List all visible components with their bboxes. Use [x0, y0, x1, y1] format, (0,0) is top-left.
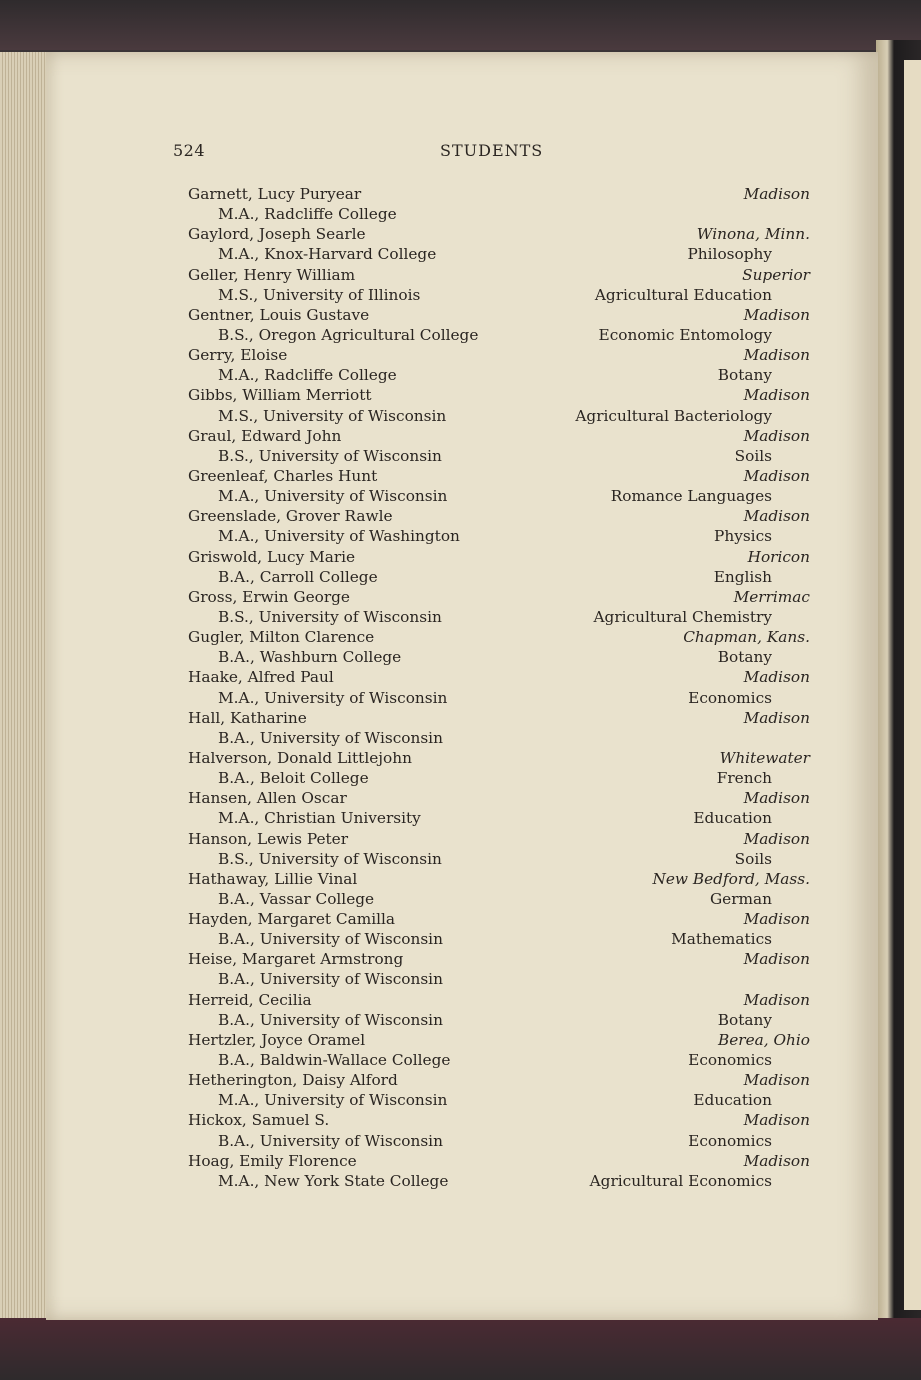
student-entry	[46, 870, 878, 910]
entry-name-line	[46, 870, 878, 890]
student-degree: B.A., Washburn College	[218, 648, 402, 667]
entry-name-line	[46, 1071, 878, 1091]
student-name: Hickox, Samuel S.	[188, 1111, 330, 1130]
student-list	[46, 185, 878, 1192]
student-entry	[46, 950, 878, 990]
student-name: Gentner, Louis Gustave	[188, 305, 370, 324]
student-name: Heise, Margaret Armstrong	[188, 950, 404, 969]
student-entry	[46, 709, 878, 749]
entry-degree-line	[46, 366, 878, 386]
student-residence: Winona, Minn.	[696, 225, 810, 244]
book-cover-bottom	[0, 1318, 921, 1380]
student-department: Education	[693, 1091, 772, 1110]
student-residence: Madison	[743, 708, 810, 727]
student-department: Soils	[734, 849, 772, 868]
student-degree: B.A., University of Wisconsin	[218, 1010, 443, 1029]
student-entry	[46, 185, 878, 225]
student-department: Romance Languages	[610, 487, 772, 506]
student-department: Philosophy	[687, 245, 772, 264]
student-name: Gugler, Milton Clarence	[188, 628, 375, 647]
student-entry	[46, 467, 878, 507]
entry-name-line	[46, 185, 878, 205]
student-degree: M.A., New York State College	[218, 1171, 449, 1190]
student-entry	[46, 910, 878, 950]
student-entry	[46, 548, 878, 588]
student-residence: Madison	[743, 950, 810, 969]
student-degree: B.A., Carroll College	[218, 567, 378, 586]
entry-name-line	[46, 789, 878, 809]
student-name: Hanson, Lewis Peter	[188, 829, 349, 848]
student-department: Education	[693, 809, 772, 828]
page-number: 524	[173, 141, 206, 160]
entry-name-line	[46, 346, 878, 366]
student-degree: M.A., Christian University	[218, 809, 421, 828]
entry-name-line	[46, 1031, 878, 1051]
student-entry	[46, 668, 878, 708]
student-entry	[46, 346, 878, 386]
entry-name-line	[46, 1111, 878, 1131]
student-degree: M.S., University of Illinois	[218, 285, 421, 304]
student-department: Mathematics	[671, 930, 772, 949]
student-name: Hayden, Margaret Camilla	[188, 910, 396, 929]
student-residence: Madison	[743, 990, 810, 1009]
student-entry	[46, 991, 878, 1031]
entry-degree-line	[46, 850, 878, 870]
page-edges	[0, 52, 46, 1320]
student-degree: M.A., Radcliffe College	[218, 366, 397, 385]
entry-degree-line	[46, 970, 878, 990]
student-residence: Horicon	[747, 547, 810, 566]
entry-name-line	[46, 910, 878, 930]
page-header	[46, 141, 878, 167]
student-degree: B.A., University of Wisconsin	[218, 970, 443, 989]
entry-name-line	[46, 588, 878, 608]
student-residence: Merrimac	[733, 587, 810, 606]
student-department: Agricultural Education	[594, 285, 772, 304]
student-entry	[46, 306, 878, 346]
entry-degree-line	[46, 447, 878, 467]
facing-page-edge	[904, 60, 921, 1310]
student-degree: B.S., Oregon Agricultural College	[218, 325, 479, 344]
student-department: Agricultural Chemistry	[593, 607, 772, 626]
student-department: Agricultural Economics	[589, 1171, 772, 1190]
student-degree: M.A., University of Washington	[218, 527, 460, 546]
student-name: Griswold, Lucy Marie	[188, 547, 356, 566]
student-degree: B.A., Vassar College	[218, 889, 375, 908]
entry-degree-line	[46, 1091, 878, 1111]
entry-degree-line	[46, 769, 878, 789]
student-name: Hertzler, Joyce Oramel	[188, 1030, 366, 1049]
student-department: Physics	[714, 527, 772, 546]
entry-degree-line	[46, 527, 878, 547]
student-residence: Madison	[743, 668, 810, 687]
entry-degree-line	[46, 1172, 878, 1192]
student-entry	[46, 507, 878, 547]
entry-degree-line	[46, 1011, 878, 1031]
entry-degree-line	[46, 930, 878, 950]
student-entry	[46, 225, 878, 265]
student-degree: B.A., University of Wisconsin	[218, 1131, 443, 1150]
student-name: Hetherington, Daisy Alford	[188, 1071, 398, 1090]
student-residence: Madison	[743, 386, 810, 405]
student-name: Haake, Alfred Paul	[188, 668, 334, 687]
student-residence: Madison	[743, 426, 810, 445]
student-entry	[46, 588, 878, 628]
entry-name-line	[46, 668, 878, 688]
running-head: STUDENTS	[440, 141, 544, 160]
entry-name-line	[46, 386, 878, 406]
student-residence: Madison	[743, 305, 810, 324]
student-degree: M.A., University of Wisconsin	[218, 487, 448, 506]
student-residence: Berea, Ohio	[718, 1030, 810, 1049]
entry-degree-line	[46, 809, 878, 829]
student-department: English	[713, 567, 772, 586]
student-degree: B.S., University of Wisconsin	[218, 607, 442, 626]
student-entry	[46, 1071, 878, 1111]
student-entry	[46, 789, 878, 829]
student-residence: Whitewater	[719, 748, 810, 767]
entry-name-line	[46, 709, 878, 729]
student-degree: B.A., Baldwin-Wallace College	[218, 1051, 451, 1070]
student-department: German	[709, 889, 772, 908]
entry-degree-line	[46, 729, 878, 749]
student-name: Halverson, Donald Littlejohn	[188, 748, 412, 767]
student-entry	[46, 1031, 878, 1071]
student-entry	[46, 1152, 878, 1192]
entry-name-line	[46, 749, 878, 769]
student-name: Hall, Katharine	[188, 708, 307, 727]
student-department: Soils	[734, 446, 772, 465]
entry-degree-line	[46, 487, 878, 507]
student-name: Hoag, Emily Florence	[188, 1151, 357, 1170]
student-department: Botany	[717, 648, 772, 667]
entry-degree-line	[46, 568, 878, 588]
entry-degree-line	[46, 689, 878, 709]
student-degree: M.A., University of Wisconsin	[218, 1091, 448, 1110]
student-residence: Madison	[743, 507, 810, 526]
student-name: Hathaway, Lillie Vinal	[188, 869, 358, 888]
entry-degree-line	[46, 1132, 878, 1152]
student-name: Garnett, Lucy Puryear	[188, 185, 362, 203]
entry-degree-line	[46, 326, 878, 346]
student-degree: B.A., Beloit College	[218, 769, 369, 788]
student-name: Geller, Henry William	[188, 265, 356, 284]
student-residence: Madison	[743, 346, 810, 365]
entry-degree-line	[46, 1051, 878, 1071]
entry-degree-line	[46, 890, 878, 910]
student-department: Economics	[688, 688, 772, 707]
student-department: Economic Entomology	[598, 325, 772, 344]
book-cover-top	[0, 0, 921, 50]
book-page	[46, 52, 878, 1320]
student-degree: M.S., University of Wisconsin	[218, 406, 447, 425]
entry-name-line	[46, 991, 878, 1011]
entry-degree-line	[46, 205, 878, 225]
student-degree: M.A., Knox-Harvard College	[218, 245, 437, 264]
entry-name-line	[46, 950, 878, 970]
student-entry	[46, 1111, 878, 1151]
student-residence: Madison	[743, 1071, 810, 1090]
student-entry	[46, 386, 878, 426]
student-residence: Superior	[742, 265, 810, 284]
entry-degree-line	[46, 286, 878, 306]
student-degree: B.S., University of Wisconsin	[218, 849, 442, 868]
student-entry	[46, 628, 878, 668]
student-degree: B.S., University of Wisconsin	[218, 446, 442, 465]
student-residence: Madison	[743, 910, 810, 929]
student-entry	[46, 749, 878, 789]
student-entry	[46, 266, 878, 306]
student-residence: Madison	[743, 829, 810, 848]
student-degree: B.A., University of Wisconsin	[218, 930, 443, 949]
entry-name-line	[46, 225, 878, 245]
student-name: Greenslade, Grover Rawle	[188, 507, 393, 526]
student-department: Economics	[688, 1131, 772, 1150]
student-department: Economics	[688, 1051, 772, 1070]
entry-name-line	[46, 306, 878, 326]
student-residence: Madison	[743, 1151, 810, 1170]
student-name: Gross, Erwin George	[188, 587, 350, 606]
student-department: Botany	[717, 1010, 772, 1029]
entry-degree-line	[46, 407, 878, 427]
student-degree: M.A., Radcliffe College	[218, 205, 397, 224]
student-degree: M.A., University of Wisconsin	[218, 688, 448, 707]
entry-degree-line	[46, 648, 878, 668]
student-name: Hansen, Allen Oscar	[188, 789, 347, 808]
entry-name-line	[46, 507, 878, 527]
student-entry	[46, 830, 878, 870]
student-residence: Madison	[743, 185, 810, 203]
entry-name-line	[46, 266, 878, 286]
student-degree: B.A., University of Wisconsin	[218, 728, 443, 747]
student-name: Gaylord, Joseph Searle	[188, 225, 366, 244]
student-name: Herreid, Cecilia	[188, 990, 312, 1009]
student-residence: Madison	[743, 789, 810, 808]
student-residence: Madison	[743, 1111, 810, 1130]
student-entry	[46, 427, 878, 467]
student-name: Gerry, Eloise	[188, 346, 288, 365]
student-residence: New Bedford, Mass.	[652, 869, 810, 888]
entry-name-line	[46, 548, 878, 568]
student-name: Greenleaf, Charles Hunt	[188, 466, 378, 485]
student-name: Graul, Edward John	[188, 426, 342, 445]
student-residence: Chapman, Kans.	[683, 628, 810, 647]
entry-name-line	[46, 628, 878, 648]
entry-degree-line	[46, 608, 878, 628]
entry-degree-line	[46, 245, 878, 265]
student-residence: Madison	[743, 466, 810, 485]
entry-name-line	[46, 467, 878, 487]
entry-name-line	[46, 427, 878, 447]
student-department: French	[716, 769, 772, 788]
student-department: Agricultural Bacteriology	[575, 406, 772, 425]
entry-name-line	[46, 1152, 878, 1172]
entry-name-line	[46, 830, 878, 850]
student-name: Gibbs, William Merriott	[188, 386, 372, 405]
student-department: Botany	[717, 366, 772, 385]
